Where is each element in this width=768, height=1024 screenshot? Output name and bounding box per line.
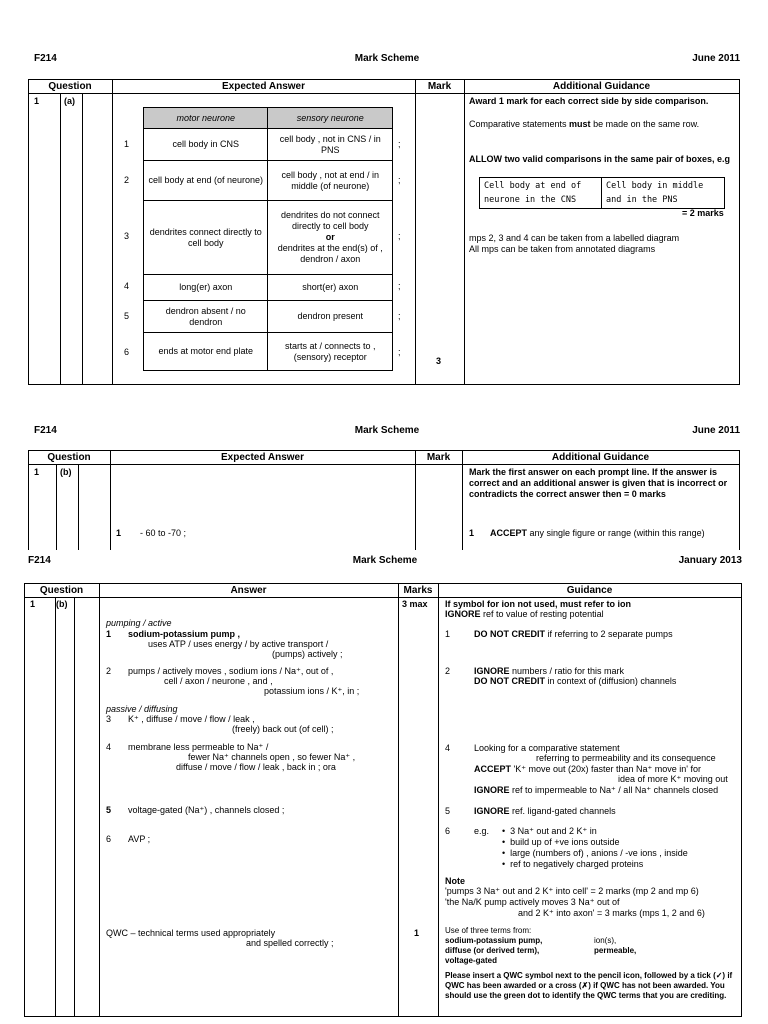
guidance-text: idea of more K⁺ moving out bbox=[618, 774, 728, 784]
question-number: 1 bbox=[34, 96, 40, 106]
rule bbox=[741, 583, 742, 1017]
cell: dendron present bbox=[268, 301, 393, 333]
answer-number: 3 bbox=[106, 714, 112, 724]
semicolon: ; bbox=[398, 311, 401, 321]
row-number: 1 bbox=[124, 139, 130, 149]
term: diffuse (or derived term), bbox=[445, 946, 540, 955]
header-date: June 2011 bbox=[692, 425, 740, 436]
text: DO NOT CREDIT bbox=[474, 629, 545, 639]
accept-number: 1 bbox=[469, 528, 475, 538]
cell: dendrites connect directly to cell body bbox=[144, 201, 268, 275]
row-number: 3 bbox=[124, 231, 130, 241]
bullet-item: • large (numbers of) , anions / -ve ions , inside bbox=[502, 848, 688, 858]
rule bbox=[24, 583, 25, 1017]
answer-number: 5 bbox=[106, 805, 112, 815]
term: ion(s), bbox=[594, 936, 617, 945]
rule bbox=[78, 464, 79, 550]
allow-text: ALLOW two valid comparisons in the same pair of boxes, e.g bbox=[469, 154, 731, 164]
rule bbox=[28, 79, 740, 80]
text: if referring to 2 separate pumps bbox=[545, 629, 673, 639]
cell-text: dendrites do not connect directly to cell body bbox=[280, 210, 380, 231]
col-mark: Mark bbox=[426, 452, 451, 463]
guidance-top-2 bbox=[445, 609, 604, 620]
col-answer: Answer bbox=[230, 585, 267, 596]
question-part: (b) bbox=[56, 599, 68, 609]
col-question: Question bbox=[47, 452, 91, 463]
rule bbox=[112, 79, 113, 385]
paper-code: F214 bbox=[28, 555, 51, 566]
bullet-item: • build up of +ve ions outside bbox=[502, 837, 620, 847]
col-question: Question bbox=[48, 81, 92, 92]
note-line-1: 'pumps 3 Na⁺ out and 2 K⁺ into cell' = 2 marks (mp 2 and mp 6) bbox=[445, 886, 699, 896]
semicolon: ; bbox=[398, 139, 401, 149]
mark-first-text: Mark the first answer on each prompt line. If the answer is correct and an additional answer is given that is incorrect or contradicts the correct answer then = 0 marks bbox=[469, 467, 728, 499]
rule bbox=[55, 597, 56, 1016]
answer-text: (pumps) actively ; bbox=[272, 649, 343, 659]
rule bbox=[99, 583, 100, 1017]
col-marks: Marks bbox=[403, 585, 433, 596]
semicolon: ; bbox=[398, 281, 401, 291]
col-guidance: Guidance bbox=[566, 585, 613, 596]
bullet-item: • ref to negatively charged proteins bbox=[502, 859, 644, 869]
comparative-text bbox=[469, 119, 735, 130]
question-part: (b) bbox=[60, 467, 72, 477]
header-date: June 2011 bbox=[692, 53, 740, 64]
row-number: 4 bbox=[124, 281, 130, 291]
rule bbox=[415, 450, 416, 550]
text: be made on the same row. bbox=[590, 119, 700, 129]
answer-text: fewer Na⁺ channels open , so fewer Na⁺ , bbox=[188, 752, 356, 762]
paper-code: F214 bbox=[34, 53, 57, 64]
item-number: 1 bbox=[116, 528, 122, 538]
item-text: - 60 to -70 ; bbox=[140, 528, 187, 538]
answer-text: pumps / actively moves , sodium ions / Na⁺, out of , bbox=[128, 666, 334, 676]
semicolon: ; bbox=[398, 347, 401, 357]
rule bbox=[24, 1016, 742, 1017]
text: Comparative statements bbox=[469, 119, 570, 129]
row-number: 6 bbox=[124, 347, 130, 357]
rule bbox=[60, 93, 61, 384]
award-text: Award 1 mark for each correct side by side comparison. bbox=[469, 96, 709, 106]
guidance-text: referring to permeability and its consequence bbox=[536, 753, 716, 763]
row-number: 5 bbox=[124, 311, 130, 321]
cell-text: dendrites at the end(s) of , dendron / axon bbox=[277, 243, 383, 264]
cell: cell body at end (of neurone) bbox=[144, 161, 268, 201]
text: 'K⁺ move out (20x) faster than Na⁺ move in' for bbox=[511, 764, 702, 774]
row-number: 2 bbox=[124, 175, 130, 185]
header-date: January 2013 bbox=[678, 555, 742, 566]
question-number: 1 bbox=[34, 467, 40, 477]
rule bbox=[74, 597, 75, 1016]
answer-text: K⁺ , diffuse / move / flow / leak , bbox=[128, 714, 255, 724]
text: ref to negatively charged proteins bbox=[510, 859, 644, 869]
rule bbox=[28, 93, 740, 94]
text: IGNORE bbox=[474, 666, 510, 676]
mps-line-1: mps 2, 3 and 4 can be taken from a labelled diagram bbox=[469, 233, 680, 243]
guidance-number: 4 bbox=[445, 743, 451, 753]
rule bbox=[415, 79, 416, 385]
answer-text: sodium-potassium pump , bbox=[128, 629, 241, 639]
col-question: Question bbox=[39, 585, 84, 596]
guidance-top-1: If symbol for ion not used, must refer to ion bbox=[445, 599, 632, 609]
answer-text: uses ATP / uses energy / by active transport / bbox=[148, 639, 329, 649]
cell: cell body , not in CNS / in PNS bbox=[268, 129, 393, 161]
guidance-number: 1 bbox=[445, 629, 451, 639]
use-terms: Use of three terms from: bbox=[445, 926, 532, 935]
answer-text: diffuse / move / flow / leak , back in ; ora bbox=[176, 762, 336, 772]
text: IGNORE bbox=[445, 609, 481, 619]
rule bbox=[56, 464, 57, 550]
text: build up of +ve ions outside bbox=[510, 837, 620, 847]
rule bbox=[28, 384, 740, 385]
text: large (numbers of) , anions / -ve ions , inside bbox=[510, 848, 688, 858]
rule bbox=[28, 450, 29, 550]
sensory-neurone-header: sensory neurone bbox=[268, 108, 393, 129]
guidance-text bbox=[474, 785, 718, 796]
col-guidance: Additional Guidance bbox=[552, 81, 651, 92]
divider bbox=[601, 178, 602, 208]
rule bbox=[739, 79, 740, 385]
answer-number: 4 bbox=[106, 742, 112, 752]
semicolon: ; bbox=[398, 175, 401, 185]
cell: starts at / connects to , (sensory) receptor bbox=[268, 333, 393, 371]
answer-text: (freely) back out (of cell) ; bbox=[232, 724, 334, 734]
text: in context of (diffusion) channels bbox=[545, 676, 677, 686]
header-title: Mark Scheme bbox=[354, 53, 420, 64]
marks-max: 3 max bbox=[402, 599, 428, 609]
rule bbox=[438, 583, 439, 1017]
question-number: 1 bbox=[30, 599, 36, 609]
guidance-text: Looking for a comparative statement bbox=[474, 743, 620, 753]
answer-number: 1 bbox=[106, 629, 112, 639]
term: sodium-potassium pump, bbox=[445, 936, 543, 945]
cell: ends at motor end plate bbox=[144, 333, 268, 371]
rule bbox=[82, 93, 83, 384]
text: ref to value of resting potential bbox=[480, 609, 604, 619]
qwc-line-1: QWC – technical terms used appropriately bbox=[106, 928, 276, 938]
guidance-text bbox=[474, 806, 616, 817]
note-line-3: and 2 K⁺ into axon' = 3 marks (mps 1, 2 and 6) bbox=[518, 908, 705, 918]
cell: long(er) axon bbox=[144, 275, 268, 301]
header-title: Mark Scheme bbox=[354, 425, 420, 436]
text: ACCEPT bbox=[474, 764, 512, 774]
col-expected-answer: Expected Answer bbox=[222, 81, 305, 92]
header-title: Mark Scheme bbox=[352, 555, 418, 566]
accept-text bbox=[490, 528, 730, 550]
text: any single figure or range (within this range) bbox=[527, 528, 705, 538]
two-marks: = 2 marks bbox=[682, 208, 724, 218]
answer-text: AVP ; bbox=[128, 834, 151, 844]
answer-text: cell / axon / neurone , and , bbox=[164, 676, 273, 686]
note-line-2: 'the Na/K pump actively moves 3 Na⁺ out of bbox=[445, 897, 620, 907]
cell: cell body , not at end / in middle (of neurone) bbox=[268, 161, 393, 201]
mark-value: 3 bbox=[436, 356, 442, 366]
cell: short(er) axon bbox=[268, 275, 393, 301]
note-heading: Note bbox=[445, 876, 465, 886]
term: permeable, bbox=[594, 946, 637, 955]
guidance-text bbox=[474, 676, 676, 687]
rule bbox=[28, 79, 29, 385]
answer-number: 6 bbox=[106, 834, 112, 844]
rule bbox=[464, 79, 465, 385]
cell: dendron absent / no dendron bbox=[144, 301, 268, 333]
cell-or: or bbox=[325, 232, 335, 242]
motor-neurone-header: motor neurone bbox=[144, 108, 268, 129]
qwc-mark: 1 bbox=[414, 928, 420, 938]
please-insert-text: Please insert a QWC symbol next to the pencil icon, followed by a tick (✓) if QWC has been awarded or a cross (✗) if QWC has not been awarded. You should use the green dot to identify the QWC terms that you are crediting. bbox=[445, 971, 733, 1000]
cell: cell body in CNS bbox=[144, 129, 268, 161]
rule bbox=[28, 450, 740, 451]
question-part: (a) bbox=[64, 96, 75, 106]
guidance-number: 6 bbox=[445, 826, 451, 836]
mps-line-2: All mps can be taken from annotated diagrams bbox=[469, 244, 656, 254]
rule bbox=[110, 450, 111, 550]
comparison-table bbox=[143, 107, 393, 371]
text: IGNORE bbox=[474, 806, 510, 816]
text: numbers / ratio for this mark bbox=[509, 666, 625, 676]
guidance-text: e.g. bbox=[474, 826, 490, 836]
rule bbox=[24, 597, 742, 598]
text: 3 Na⁺ out and 2 K⁺ in bbox=[510, 826, 597, 836]
cell bbox=[268, 201, 393, 275]
passive-heading: passive / diffusing bbox=[106, 704, 178, 714]
guidance-number: 2 bbox=[445, 666, 451, 676]
hw-right: Cell body in middle and in the PNS bbox=[606, 181, 704, 205]
guidance-number: 5 bbox=[445, 806, 451, 816]
rule bbox=[24, 583, 742, 584]
text: ref to impermeable to Na⁺ / all Na⁺ channels closed bbox=[509, 785, 719, 795]
bullet-item: • 3 Na⁺ out and 2 K⁺ in bbox=[502, 826, 597, 836]
col-expected-answer: Expected Answer bbox=[221, 452, 304, 463]
guidance-text bbox=[474, 629, 673, 640]
term: voltage-gated bbox=[445, 956, 498, 965]
pumping-heading: pumping / active bbox=[106, 618, 172, 628]
col-mark: Mark bbox=[427, 81, 452, 92]
text: ref. ligand-gated channels bbox=[509, 806, 616, 816]
hw-left: Cell body at end of neurone in the CNS bbox=[484, 181, 582, 205]
answer-text: potassium ions / K⁺, in ; bbox=[264, 686, 360, 696]
text: ACCEPT bbox=[490, 528, 528, 538]
rule bbox=[28, 464, 740, 465]
col-guidance: Additional Guidance bbox=[551, 452, 650, 463]
rule bbox=[398, 583, 399, 1017]
text: DO NOT CREDIT bbox=[474, 676, 545, 686]
answer-text: membrane less permeable to Na⁺ / bbox=[128, 742, 269, 752]
answer-text: voltage-gated (Na⁺) , channels closed ; bbox=[128, 805, 285, 815]
rule bbox=[739, 450, 740, 550]
rule bbox=[462, 450, 463, 550]
qwc-line-2: and spelled correctly ; bbox=[246, 938, 334, 948]
text: IGNORE bbox=[474, 785, 510, 795]
handwritten-example bbox=[479, 177, 725, 209]
semicolon: ; bbox=[398, 231, 401, 241]
text: must bbox=[569, 119, 591, 129]
answer-number: 2 bbox=[106, 666, 112, 676]
paper-code: F214 bbox=[34, 425, 57, 436]
